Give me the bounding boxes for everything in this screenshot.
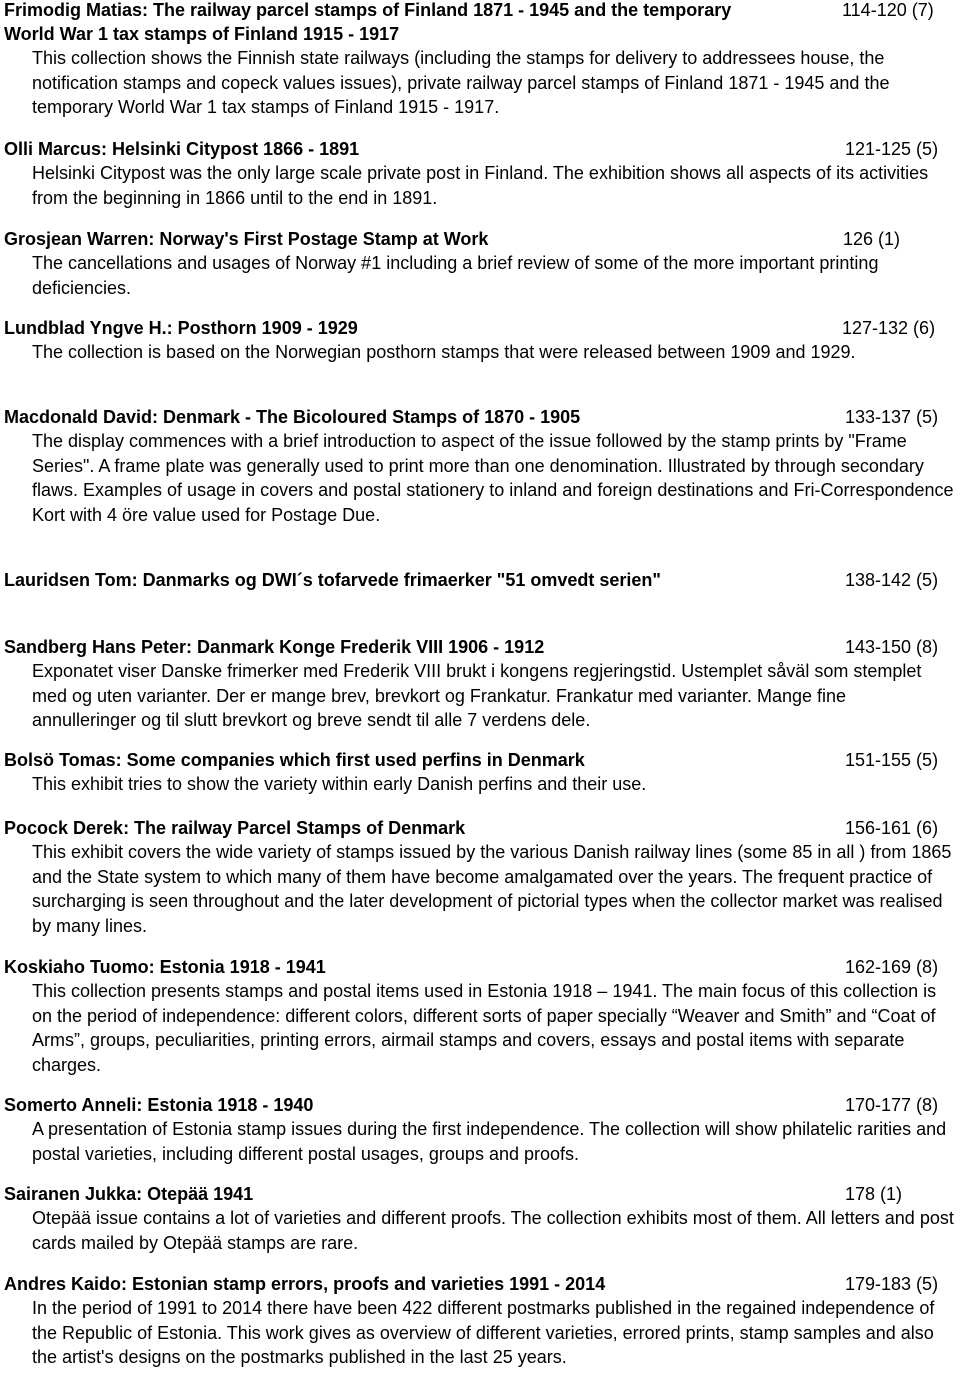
exhibit-title: Andres Kaido: Estonian stamp errors, proofs and varieties 1991 - 2014: [4, 1274, 606, 1294]
exhibit-heading: [0, 0, 934, 46]
exhibit-title: Koskiaho Tuomo: Estonia 1918 - 1941: [4, 957, 326, 977]
exhibit-title: Bolsö Tomas: Some companies which first used perfins in Denmark: [4, 750, 585, 770]
exhibit-heading: [0, 568, 960, 592]
exhibit-description: Helsinki Citypost was the only large scale private post in Finland. The exhibition shows all aspects of its activities from the beginning in 1866 until to the end in 1891.: [32, 163, 929, 208]
exhibit-title: Grosjean Warren: Norway's First Postage Stamp at Work: [4, 229, 489, 249]
exhibit-entry: [0, 568, 960, 592]
exhibit-frames: 179-183 (5): [845, 1274, 939, 1294]
exhibit-frames: 126 (1): [843, 229, 901, 249]
exhibit-entry: [0, 1093, 960, 1166]
exhibit-entry: [0, 137, 960, 210]
exhibit-description: This exhibit covers the wide variety of stamps issued by the various Danish railway lines (some 85 in all ) from 1865 and the State system to which many of them have become amalgamated over the years. The frequent practice of surcharging is seen throughout and the later development of pictorial types when the collector market was realised by many lines.: [32, 842, 952, 936]
exhibit-title: Lundblad Yngve H.: Posthorn 1909 - 1929: [4, 318, 358, 338]
exhibit-title: Pocock Derek: The railway Parcel Stamps of Denmark: [4, 818, 466, 838]
exhibit-heading: [0, 316, 960, 340]
exhibit-entry: [0, 816, 960, 938]
exhibit-entry: [0, 405, 960, 527]
exhibit-description: This collection presents stamps and postal items used in Estonia 1918 – 1941. The main focus of this collection is on the period of independence: different colors, different sorts of paper specially “Weaver and Smith” and “Coat of Arms”, groups, peculiarities, printing errors, airmail stamps and covers, essays and postal items with separate charges.: [32, 981, 937, 1075]
exhibit-description: This collection shows the Finnish state railways (including the stamps for delivery to addressees house, the notification stamps and copeck values issues), private railway parcel stamps of Finland 1871 - 1945 and the temporary World War 1 tax stamps of Finland 1915 - 1917.: [32, 48, 890, 117]
exhibit-description: Otepää issue contains a lot of varieties and different proofs. The collection exhibits most of them. All letters and post cards mailed by Otepää stamps are rare.: [32, 1208, 954, 1253]
exhibit-entry: [0, 1272, 960, 1370]
exhibit-description: A presentation of Estonia stamp issues during the first independence. The collection will show philatelic rarities and postal varieties, including different postal usages, groups and proofs.: [32, 1119, 947, 1164]
exhibit-heading: [0, 137, 960, 161]
exhibit-description: The cancellations and usages of Norway #1 including a brief review of some of the more important printing deficiencies.: [32, 253, 879, 298]
exhibit-entry: [0, 635, 960, 733]
exhibit-frames: 143-150 (8): [845, 637, 939, 657]
exhibit-heading: [0, 1272, 960, 1296]
exhibit-frames: 156-161 (6): [845, 818, 939, 838]
exhibit-description: In the period of 1991 to 2014 there have been 422 different postmarks published in the regained independence of the Republic of Estonia. This work gives as overview of different varieties, errored prints, stamp samples and also the artist's designs on the postmarks published in the last 25 years.: [32, 1298, 935, 1367]
exhibit-heading: [0, 227, 960, 251]
exhibit-entry: [0, 0, 960, 120]
exhibit-entry: [0, 955, 960, 1077]
exhibit-heading: [0, 816, 960, 840]
exhibit-description: The display commences with a brief introduction to aspect of the issue followed by the stamp prints by "Frame Series". A frame plate was generally used to print more than one denomination. Illustrated by through secondary flaws. Examples of usage in covers and postal stationery to inland and foreign destinations and Fri-Correspondence Kort with 4 öre value used for Postage Due.: [32, 431, 954, 525]
exhibit-entry: [0, 227, 960, 300]
exhibit-title: Lauridsen Tom: Danmarks og DWI´s tofarvede frimaerker "51 omvedt serien": [4, 570, 661, 590]
exhibit-frames: 121-125 (5): [845, 139, 939, 159]
exhibit-entry: [0, 1182, 960, 1255]
exhibit-heading: [0, 748, 960, 772]
exhibit-title: Frimodig Matias: The railway parcel stamps of Finland 1871 - 1945 and the temporary World War 1 tax stamps of Finland 1915 - 1917: [4, 0, 732, 44]
exhibit-title: Sairanen Jukka: Otepää 1941: [4, 1184, 254, 1204]
exhibit-frames: 178 (1): [845, 1184, 903, 1204]
exhibit-description: This exhibit tries to show the variety within early Danish perfins and their use.: [32, 774, 647, 794]
exhibit-heading: [0, 635, 960, 659]
exhibit-entry: [0, 748, 960, 797]
exhibit-entry: [0, 316, 960, 365]
exhibit-title: Somerto Anneli: Estonia 1918 - 1940: [4, 1095, 314, 1115]
exhibit-heading: [0, 1182, 960, 1206]
exhibit-description: The collection is based on the Norwegian posthorn stamps that were released between 1909 and 1929.: [32, 342, 856, 362]
exhibit-heading: [0, 1093, 960, 1117]
exhibit-frames: 162-169 (8): [845, 957, 939, 977]
exhibit-frames: 151-155 (5): [845, 750, 939, 770]
exhibit-frames: 133-137 (5): [845, 407, 939, 427]
exhibit-title: Sandberg Hans Peter: Danmark Konge Frederik VIII 1906 - 1912: [4, 637, 545, 657]
exhibit-description: Exponatet viser Danske frimerker med Frederik VIII brukt i kongens regjeringstid. Ustemplet såväl som stemplet med og uten varianter. Der er mange brev, brevkort og Frankatur. Frankatur med varianter. Mange fine annulleringer og til slutt brevkort og breve sendt til alle 7 verdens dele.: [32, 661, 922, 730]
exhibit-frames: 114-120 (7): [842, 0, 934, 20]
exhibit-frames: 127-132 (6): [842, 318, 936, 338]
exhibit-heading: [0, 405, 960, 429]
exhibit-heading: [0, 955, 960, 979]
exhibit-frames: 138-142 (5): [845, 570, 939, 590]
exhibit-title: Olli Marcus: Helsinki Citypost 1866 - 1891: [4, 139, 360, 159]
exhibit-title: Macdonald David: Denmark - The Bicoloured Stamps of 1870 - 1905: [4, 407, 581, 427]
exhibit-frames: 170-177 (8): [845, 1095, 939, 1115]
